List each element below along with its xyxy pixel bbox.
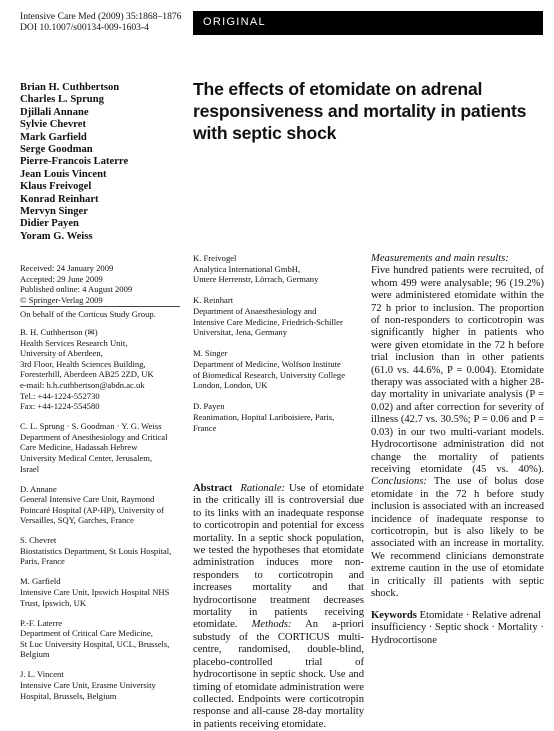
results-text: Five hundred patients were recruited, of whom 499 were analysable; 96 (19.2%) were administered etomidate within the 72 h prior to inclusion. The proportion of non-responders to corticotropin was significantly higher in patients who were given etomidate in the 72 h before trial inclusion than in other patients (61.0 vs. 44.6%, P = 0.004). Etomidate therapy was associated with a higher 28-day mortality in univariate analysis (P = 0.02) and after correction for severity of illness (42.7 vs. 30.5%; P = 0.06 and P = 0.03) in our two multi-variant models. Hydrocortisone administration did not change the mortality of patients receiving etomidate (45 vs. 40%). [371, 265, 544, 475]
affiliation-line: Reanimation, Hopital Lariboisiere, Paris, [193, 411, 335, 422]
affiliation-block [193, 348, 365, 390]
affiliation-line: Health Services Research Unit, [20, 337, 128, 348]
affiliation-block [20, 669, 188, 701]
affiliation-block [20, 618, 188, 660]
affiliation-author: B. H. Cuthbertson (✉) [20, 327, 98, 337]
author-name: Pierre-Francois Laterre [20, 156, 129, 168]
keywords-label: Keywords [371, 610, 417, 621]
affiliation-author: P.-F. Laterre [20, 617, 63, 628]
author-name: Sylvie Chevret [20, 119, 87, 131]
copyright-line: © Springer-Verlag 2009 [20, 294, 103, 305]
abstract-second-part [371, 253, 544, 600]
affiliations-left [20, 327, 188, 711]
publication-dates [20, 263, 132, 305]
affiliation-line: Department of Anesthesiology and Critical [20, 431, 168, 442]
affiliation-line: University of Aberdeen, [20, 348, 103, 359]
affiliation-author: K. Freivogel [193, 253, 237, 263]
affiliation-line: Untere Herrenstr, Lörrach, Germany [193, 274, 319, 285]
keywords-block [371, 610, 544, 647]
methods-text: An a-priori substudy of the CORTICUS multi-centre, randomised, double-blind, placebo-controlled trial of hydrocortisone in septic shock. Use and timing of etomidate administration were collected. Endpoints were corticotropin response and all-cause 28-day mortality in patients receiving etomidate. [193, 619, 364, 730]
affiliation-line: Hospital, Brussels, Belgium [20, 690, 117, 701]
author-name: Brian H. Cuthbertson [20, 82, 120, 93]
author-name: Mark Garfield [20, 131, 87, 143]
author-name: Jean Louis Vincent [20, 168, 107, 180]
affiliation-line: France [193, 422, 217, 433]
published-date: Published online: 4 August 2009 [20, 284, 133, 295]
affiliation-block [193, 295, 365, 337]
affiliation-author: C. L. Sprung · S. Goodman · Y. G. Weiss [20, 421, 162, 432]
affiliation-line: 3rd Floor, Health Sciences Building, [20, 358, 146, 369]
affiliation-author: M. Garfield [20, 576, 61, 587]
affiliations-middle [193, 253, 365, 444]
author-list [20, 82, 128, 243]
affiliation-line: London, London, UK [193, 380, 268, 391]
rationale-text: Use of etomidate in the critically ill is controversial due to its links with an inadequate response to corticotropin and potential for excess mortality. In a septic shock population, we tested the hypotheses that etomidate administration induces more non-responders to corticotropin and increases mortality and that hydrocortisone treatment decreases mortality in patients receiving etomidate. [193, 483, 365, 631]
affiliation-line: Tel.: +44-1224-552730 [20, 390, 100, 401]
affiliation-line: Poincaré Hospital (AP-HP), University of [20, 504, 164, 515]
affiliation-block [20, 576, 188, 608]
author-name: Djillali Annane [20, 106, 89, 118]
affiliation-line: Versailles, SQY, Garches, France [20, 515, 134, 526]
affiliation-line: e-mail: b.h.cuthbertson@abdn.ac.uk [20, 379, 145, 390]
affiliation-line: Biostatistics Department, St Louis Hospital, [20, 545, 172, 556]
abstract-heading: Abstract [193, 483, 233, 494]
article-title [193, 78, 543, 144]
affiliation-line: Israel [20, 463, 40, 474]
affiliation-line: Universitat, Jena, Germany [193, 327, 288, 338]
results-label: Measurements and main results: [371, 253, 509, 264]
affiliation-author: J. L. Vincent [20, 669, 64, 680]
affiliation-author: M. Singer [193, 348, 228, 359]
author-name: Didier Payen [20, 218, 79, 230]
affiliation-line: Trust, Ipswich, UK [20, 597, 87, 608]
affiliation-block [20, 535, 188, 567]
title-line-3: with septic shock [193, 123, 337, 143]
on-behalf-note: On behalf of the Corticus Study Group. [20, 309, 156, 319]
methods-label: Methods: [251, 619, 292, 631]
divider [20, 306, 180, 307]
doi-line: DOI 10.1007/s00134-009-1603-4 [20, 22, 149, 33]
title-line-2: responsiveness and mortality in patients [193, 101, 527, 121]
affiliation-line: General Intensive Care Unit, Raymond [20, 494, 155, 505]
author-name: Serge Goodman [20, 144, 93, 156]
affiliation-author: S. Chevret [20, 535, 57, 546]
author-name: Klaus Freivogel [20, 181, 92, 193]
affiliation-line: Department of Medicine, Wolfson Institute [193, 358, 341, 369]
affiliation-author: K. Reinhart [193, 295, 234, 306]
author-name: Konrad Reinhart [20, 193, 99, 205]
affiliation-line: Analytica International GmbH, [193, 263, 301, 274]
affiliation-line: Care Medicine, Hadassah Hebrew [20, 442, 138, 453]
affiliation-line: Department of Critical Care Medicine, [20, 628, 153, 639]
affiliation-line: Intensive Care Unit, Ipswich Hospital NHS [20, 587, 170, 598]
journal-citation [20, 11, 181, 33]
accepted-date: Accepted: 29 June 2009 [20, 273, 103, 284]
author-name: Mervyn Singer [20, 206, 88, 218]
affiliation-line: Department of Anaesthesiology and [193, 305, 317, 316]
abstract-first-part [193, 483, 364, 731]
affiliation-author: D. Payen [193, 401, 225, 412]
affiliation-line: Intensive Care Medicine, Friedrich-Schiller [193, 316, 343, 327]
rationale-label: Rationale: [240, 483, 286, 494]
conclusions-label: Conclusions: [371, 476, 427, 488]
affiliation-line: University Medical Center, Jerusalem, [20, 452, 153, 463]
keywords-text: Etomidate · Relative adrenal insufficiency · Septic shock · Mortality · Hydrocortisone [371, 610, 544, 646]
affiliation-block [193, 401, 365, 433]
section-label: ORIGINAL [203, 16, 266, 28]
affiliation-line: St Luc University Hospital, UCL, Brussels, [20, 638, 170, 649]
author-name: Yoram G. Weiss [20, 230, 93, 242]
section-banner [193, 11, 543, 35]
conclusions-text: The use of bolus dose etomidate in the 72 h before study inclusion is associated with an increased incidence of inadequate response to corticotropin, but is also likely to be associated with an increase in mortality. We recommend clinicians demonstrate extreme caution in the use of etomidate in critically ill patients with septic shock. [371, 476, 544, 599]
affiliation-line: Belgium [20, 649, 50, 660]
journal-line: Intensive Care Med (2009) 35:1868–1876 [20, 11, 182, 22]
received-date: Received: 24 January 2009 [20, 263, 114, 273]
affiliation-line: Paris, France [20, 556, 65, 567]
title-line-1: The effects of etomidate on adrenal [193, 79, 483, 99]
affiliation-line: Foresterhill, Aberdeen AB25 2ZD, UK [20, 369, 154, 380]
affiliation-line: of Biomedical Research, University College [193, 369, 346, 380]
author-name: Charles L. Sprung [20, 94, 104, 106]
affiliation-line: Intensive Care Unit, Erasme University [20, 679, 156, 690]
affiliation-author: D. Annane [20, 483, 57, 494]
affiliation-block [193, 253, 365, 285]
affiliation-block [20, 484, 188, 526]
affiliation-block [20, 421, 188, 474]
affiliation-line: Fax: +44-1224-554580 [20, 401, 100, 412]
affiliation-block [20, 327, 188, 412]
